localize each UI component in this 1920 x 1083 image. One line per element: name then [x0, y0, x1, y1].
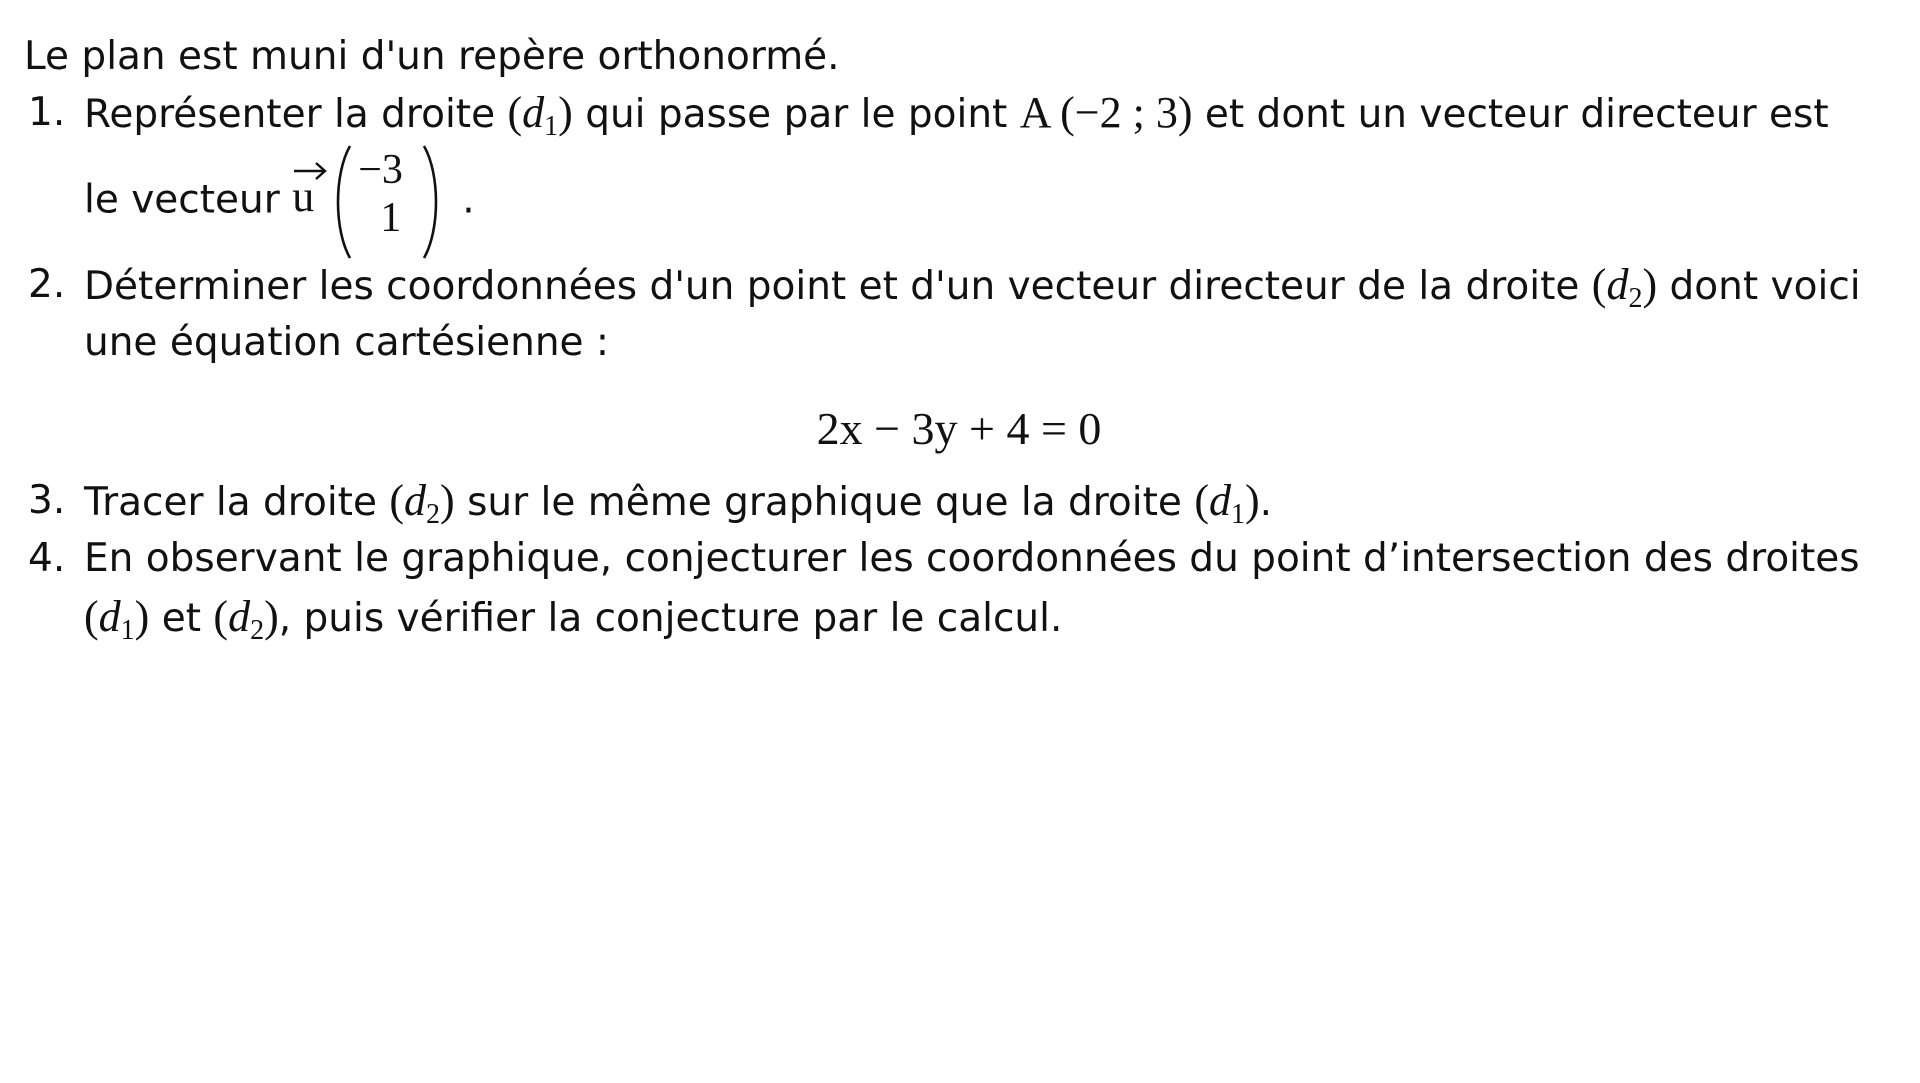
vector-x-coord: −3 — [358, 147, 403, 193]
item-1-period: . — [462, 177, 475, 223]
item-4-text: En observant le graphique, conjecturer les coordonnées du point d’intersection des droites — [84, 536, 1860, 581]
item-number: 4. — [28, 536, 66, 581]
item-number: 3. — [28, 478, 66, 523]
left-paren-icon — [332, 144, 354, 260]
cartesian-equation: 2x − 3y + 4 = 0 — [816, 403, 1102, 454]
vector-u-column — [292, 144, 462, 260]
item-1-text: Représenter la droite — [84, 92, 496, 137]
vector-y-coord: 1 — [380, 195, 402, 241]
item-number: 2. — [28, 262, 66, 307]
item-3-text-a: Tracer la droite — [84, 480, 377, 525]
item-1-text-2: le vecteur — [84, 177, 280, 223]
item-4-text-end: , puis vérifier la conjecture par le calcul. — [278, 596, 1063, 641]
point-a: A (−2 ; 3) — [1019, 88, 1193, 137]
droite-d2: $(d_2)$ — [389, 476, 455, 530]
item-3-period: . — [1259, 480, 1273, 525]
item-2-text-2: une équation cartésienne : — [84, 320, 610, 365]
item-number: 1. — [28, 90, 66, 135]
intro-text: Le plan est muni d'un repère orthonormé. — [24, 34, 840, 79]
item-2-line-2 — [84, 314, 609, 372]
item-2-text: Déterminer les coordonnées d'un point et d'un vecteur directeur de la droite — [84, 264, 1580, 309]
item-3-text-b: sur le même graphique que la droite — [467, 480, 1182, 525]
item-4-line-2 — [84, 588, 1062, 660]
droite-d1: $(d_1)$ — [84, 592, 150, 646]
right-paren-icon — [420, 144, 442, 260]
droite-d2: $(d_2)$ — [213, 592, 279, 646]
droite-d1: $(d_1)$ — [1194, 476, 1260, 530]
droite-d2: $(d_2)$ — [1591, 260, 1658, 314]
item-1-line-2 — [84, 144, 475, 260]
item-1-text-end: et dont un vecteur directeur est — [1204, 92, 1829, 137]
item-2-text-end: dont voici — [1669, 264, 1861, 309]
item-4-line-1 — [84, 530, 1860, 588]
item-1-text-mid: qui passe par le point — [585, 92, 1008, 137]
item-4-text-mid: et — [161, 596, 202, 641]
vector-name: u — [292, 172, 315, 221]
droite-d1: $(d_1)$ — [507, 88, 573, 142]
